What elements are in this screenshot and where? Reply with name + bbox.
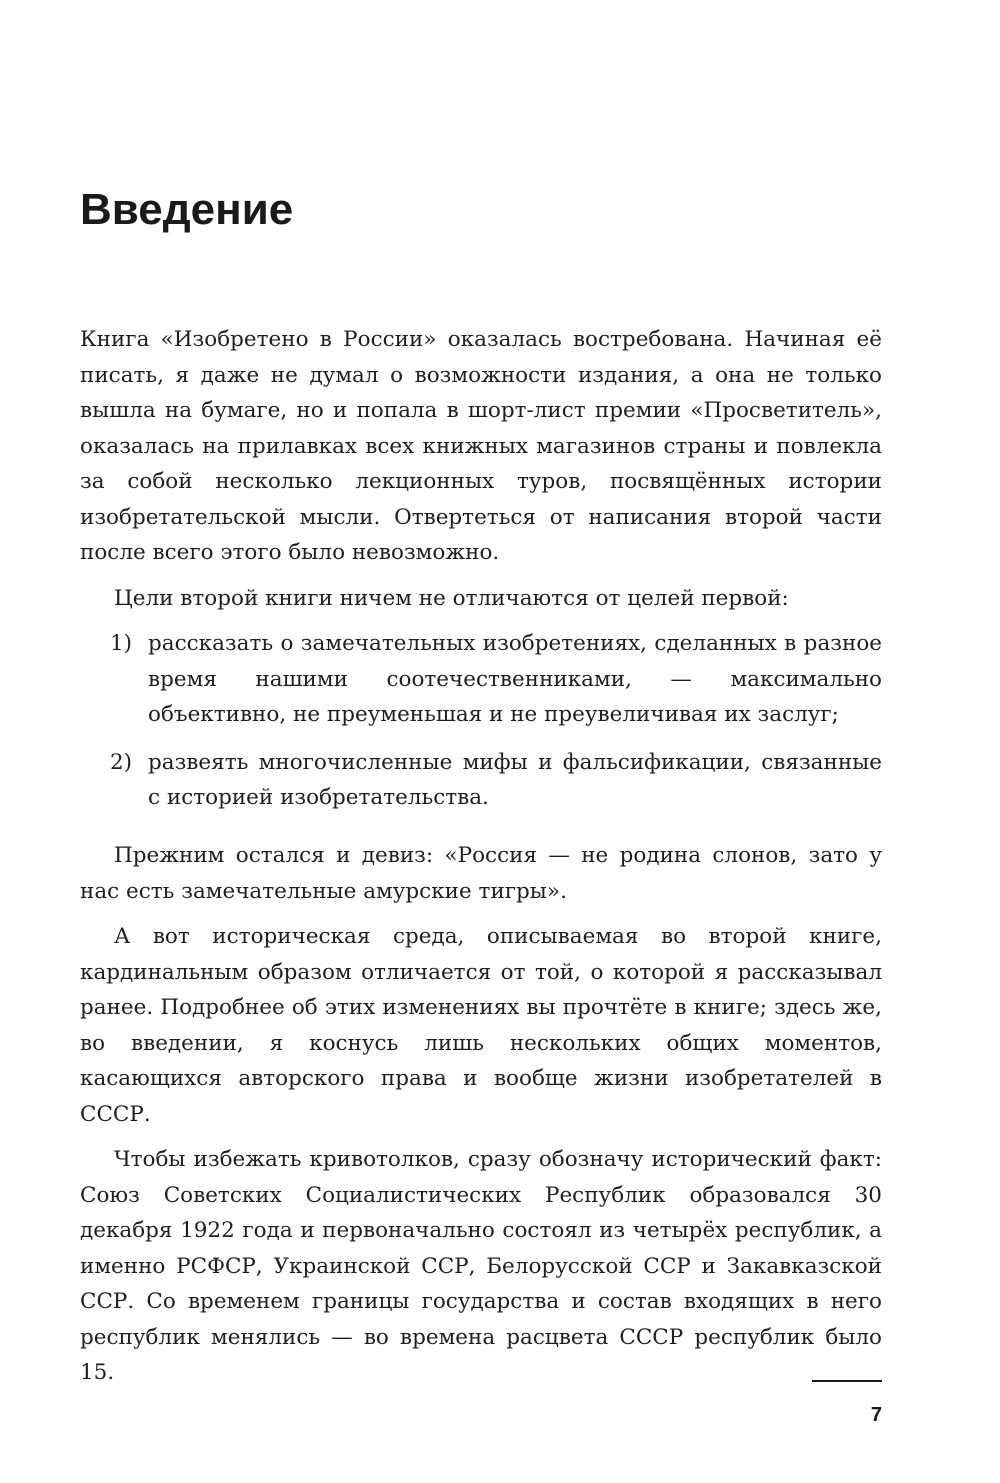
- paragraph-historical-context: А вот историческая среда, описываемая во второй книге, кардинальным образом отличается от той, о которой я рассказывал ранее. Подробнее об этих изменениях вы прочтёте в книге; здесь же, во введении, я коснусь лишь нескольких общих моментов, касающихся авторского права и вообще жизни изобретателей в СССР.: [80, 924, 882, 1127]
- chapter-title: Введение: [80, 185, 294, 234]
- page-number: 7: [870, 1404, 882, 1426]
- goal-text-2: развеять многочисленные мифы и фальсификации, связанные с историей изобретательства.: [148, 749, 882, 810]
- goal-text-1: рассказать о замечательных изобретениях, сделанных в разное время нашими соотечественниками, — максимально объективно, не преуменьшая и не преувеличивая их заслуг;: [148, 631, 882, 727]
- goal-item-2: [80, 745, 882, 816]
- paragraph-motto: Прежним остался и девиз: «Россия — не родина слонов, зато у нас есть замечательные амурские тигры».: [80, 843, 882, 904]
- paragraph-ussr-fact: Чтобы избежать кривотолков, сразу обозначу исторический факт: Союз Советских Социалистических Республик образовался 30 декабря 1922 года и первоначально состоял из четырёх республик, а именно РСФСР, Украинской ССР, Белорусской ССР и Закавказской ССР. Со временем границы государства и состав входящих в него республик менялись — во времена расцвета СССР республик было 15.: [80, 1147, 882, 1385]
- paragraph-goals-lead: Цели второй книги ничем не отличаются от целей первой:: [114, 585, 789, 611]
- goal-marker-2: 2): [110, 749, 133, 775]
- footer-rule: [812, 1380, 882, 1382]
- intro-section: [80, 322, 882, 828]
- goals-list: [80, 626, 882, 816]
- body-section: [80, 838, 882, 1401]
- goal-item-1: [80, 626, 882, 733]
- paragraph-intro: Книга «Изобретено в России» оказалась востребована. Начиная её писать, я даже не думал о возможности издания, а она не только вышла на бумаге, но и попала в шорт-лист премии «Просветитель», оказалась на прилавках всех книжных магазинов страны и повлекла за собой несколько лекционных туров, посвящённых истории изобретательской мысли. Отвертеться от написания второй части после всего этого было невозможно.: [80, 327, 882, 565]
- goal-marker-1: 1): [110, 631, 133, 656]
